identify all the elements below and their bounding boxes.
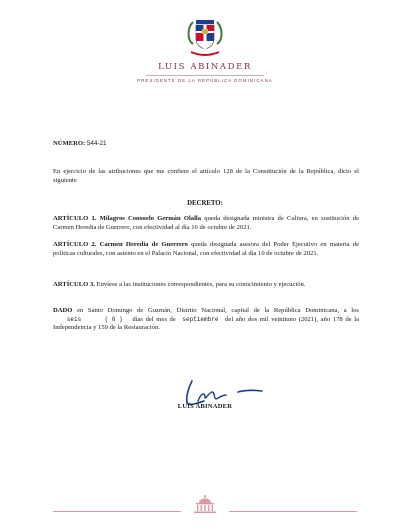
decreto-heading: DECRETO: <box>187 200 223 207</box>
decree-number <box>53 140 107 147</box>
dado-day-number: ( 6 ) <box>104 315 123 323</box>
header-name: LUIS ABINADER <box>158 62 252 72</box>
footer-divider-right <box>229 511 357 512</box>
dado-line1: en Santo Domingo de Guzmán, Distrito Nacional, capital de la República Dominicana, <box>77 307 340 314</box>
dado-label: DADO <box>53 307 73 314</box>
intro-paragraph: En ejercicio de las atribuciones que me confiere el artículo 128 de la Constitución de la República, dicto el siguiente <box>53 168 359 184</box>
article-3-label: ARTÍCULO 3. <box>53 281 95 288</box>
article-1 <box>53 215 359 232</box>
dado-mid: días del mes de <box>132 315 176 323</box>
header-title: PRESIDENTE DE LA REPÚBLICA DOMINICANA <box>137 78 273 83</box>
decree-number-label: NÚMERO: <box>53 140 86 147</box>
dado-paragraph <box>53 307 359 333</box>
dado-month: septiembre <box>182 315 219 323</box>
article-3 <box>53 281 359 290</box>
coat-of-arms-icon <box>185 14 225 62</box>
national-palace-icon <box>191 494 219 514</box>
article-1-name: Milagros Consuelo Germán Olalla <box>99 215 202 222</box>
article-2-text: queda designada asesora del Poder Ejecutivo en materia de políticas culturales, con asiento en el Palacio Nacional, con efectividad al día 10 de octubre de 2021. <box>53 241 360 257</box>
footer-divider-left <box>53 511 181 512</box>
dado-prefix: a los <box>343 307 359 314</box>
dado-day-word: seis <box>66 315 82 323</box>
article-2-name: Carmen Heredia de Guerrero <box>99 241 188 248</box>
decree-number-value: 544-21 <box>86 140 107 147</box>
dado-line3: año 178 de la Independencia y 159 de la Restauración. <box>53 315 359 332</box>
article-1-label: ARTÍCULO 1. <box>53 215 97 222</box>
dado-year: del año dos mil veintiuno (2021), <box>225 315 318 323</box>
article-1-text: queda designada ministra de Cultura, en sustitución de Carmen Heredia de Guerrero, con efectividad al día 10 de octubre de 2021. <box>53 215 359 231</box>
article-3-text: Envíese a las instituciones correspondientes, para su conocimiento y ejecución. <box>96 281 306 288</box>
signer-name: LUIS ABINADER <box>177 403 233 410</box>
header-divider <box>146 75 264 76</box>
article-2-label: ARTÍCULO 2. <box>53 241 97 248</box>
article-2 <box>53 241 359 258</box>
